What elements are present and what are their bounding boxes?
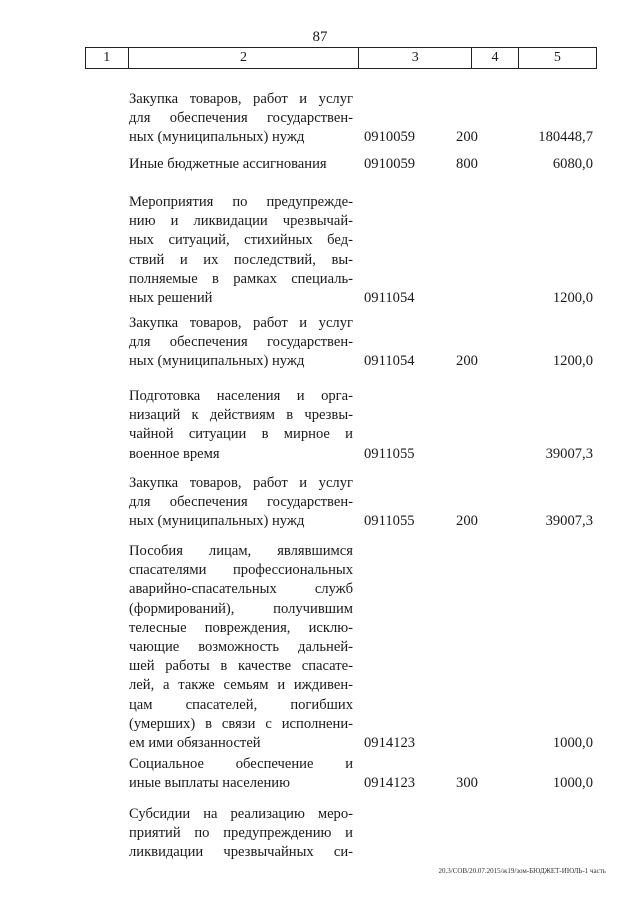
row-code: 0911054	[364, 290, 415, 306]
page-number: 87	[312, 29, 328, 45]
row-code: 0910059	[364, 129, 416, 146]
description-line: для обеспечения государствен-	[129, 334, 353, 351]
description-line: приятий по предупреждению и	[129, 825, 353, 842]
table-header	[85, 47, 597, 69]
row-amount: 180448,7	[538, 129, 593, 146]
description-line: военное время	[129, 445, 220, 462]
row-amount: 6080,0	[552, 156, 593, 172]
row-code: 0911055	[364, 513, 415, 530]
row-description	[129, 155, 353, 174]
row-description	[129, 314, 353, 372]
header-col-4: 4	[472, 48, 519, 68]
header-col-1: 1	[86, 48, 129, 68]
description-line: Субсидии на реализацию меро-	[129, 806, 353, 822]
row-amount: 1200,0	[552, 353, 593, 370]
row-amount: 1200,0	[552, 290, 593, 306]
row-description	[129, 387, 353, 464]
row-expense-type: 200	[456, 353, 478, 370]
header-col-3: 3	[359, 48, 472, 68]
row-expense-type: 300	[456, 775, 478, 792]
description-line: Закупка товаров, работ и услуг	[129, 315, 353, 331]
description-line: для обеспечения государствен-	[129, 494, 353, 511]
description-line: Иные бюджетные ассигнования	[129, 156, 327, 172]
row-code: 0911055	[364, 445, 415, 462]
description-line: спасателями профессиональных	[129, 562, 353, 579]
header-col-5: 5	[519, 48, 597, 68]
row-expense-type: 200	[456, 129, 478, 146]
description-line: для обеспечения государствен-	[129, 110, 353, 127]
row-amount: 1000,0	[552, 775, 593, 792]
description-line: низаций к действиям в чрезвы-	[129, 407, 353, 424]
description-line: полняемые в рамках специаль-	[129, 270, 353, 287]
description-line: лей, а также семьям и иждивен-	[129, 677, 353, 694]
description-line: чайной ситуации в мирное и	[129, 426, 353, 443]
description-line: ствий и их последствий, вы-	[129, 251, 353, 268]
row-expense-type: 800	[456, 156, 478, 172]
description-line: ных решений	[129, 290, 213, 307]
description-line: чающие возможность дальней-	[129, 639, 353, 656]
description-line: аварийно-спасательных служб	[129, 581, 353, 598]
description-line: Мероприятия по предупрежде-	[129, 194, 353, 210]
description-line: ных (муниципальных) нужд	[129, 353, 305, 370]
row-description	[129, 542, 353, 753]
description-line: Пособия лицам, являвшимся	[129, 543, 353, 559]
description-line: Закупка товаров, работ и услуг	[129, 91, 353, 107]
row-description	[129, 193, 353, 308]
row-description	[129, 755, 353, 793]
row-amount: 39007,3	[545, 445, 593, 462]
row-code: 0911054	[364, 353, 415, 370]
row-description	[129, 805, 353, 863]
description-line: ликвидации чрезвычайных си-	[129, 844, 353, 861]
description-line: телесные повреждения, исклю-	[129, 619, 353, 636]
description-line: Социальное обеспечение и	[129, 756, 353, 772]
description-line: иные выплаты населению	[129, 775, 290, 792]
budget-table	[85, 47, 597, 861]
description-line: нию и ликвидации чрезвычай-	[129, 213, 353, 230]
row-description	[129, 474, 353, 532]
description-line: (умерших) в связи с исполнени-	[129, 715, 353, 732]
row-code: 0910059	[364, 156, 416, 172]
description-line: шей работы в качестве спасате-	[129, 658, 353, 675]
description-line: ных (муниципальных) нужд	[129, 513, 305, 530]
row-code: 0914123	[364, 735, 416, 751]
row-amount: 1000,0	[552, 735, 593, 751]
description-line: цам спасателей, погибших	[129, 696, 353, 713]
header-col-2: 2	[129, 48, 360, 68]
description-line: Закупка товаров, работ и услуг	[129, 475, 353, 491]
row-expense-type: 200	[456, 513, 478, 530]
description-line: ем ими обязанностей	[129, 735, 261, 752]
footer-file-ref: 20.3/СОВ/20.07.2015/ж19/зом-БЮДЖЕТ-ИЮЛЬ-1 часть	[438, 867, 606, 875]
description-line: Подготовка населения и орга-	[129, 388, 353, 404]
row-amount: 39007,3	[545, 513, 593, 530]
description-line: ных ситуаций, стихийных бед-	[129, 232, 353, 249]
row-code: 0914123	[364, 775, 416, 792]
description-line: (формирований), получившим	[129, 600, 353, 617]
row-description	[129, 90, 353, 148]
description-line: ных (муниципальных) нужд	[129, 129, 305, 146]
